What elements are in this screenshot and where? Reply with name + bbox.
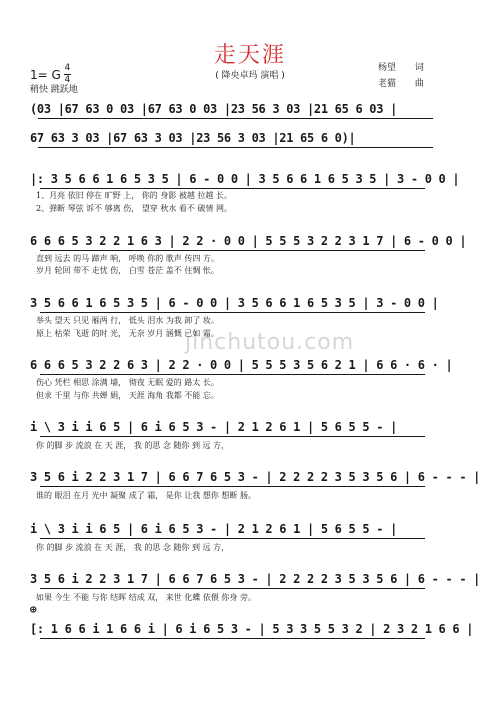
beam-line (40, 250, 425, 251)
notation-row: [: 1 6 6 i 1 6 6 i | 6 i 6 5 3 - | 5 3 3 5 5 3 2 | 2 3 2 1 6 6 | (30, 622, 474, 636)
beam-line (40, 486, 425, 487)
tempo-marking: 稍快 跳跃地 (30, 85, 78, 95)
time-sig-top: 4 (64, 63, 71, 73)
lyric-line: 但求 千里 与你 共婵 娟， 天涯 海角 我都 不能 忘。 (36, 391, 219, 400)
coda-sign: ⊕ (30, 603, 37, 616)
notation-row: 6 6 6 5 3 2 2 6 3 | 2 2 · 0 0 | 5 5 5 3 5 6 2 1 | 6 6 · 6 · | (30, 358, 453, 372)
lyric-line: 2、弹断 琴弦 诉不 够离 伤， 望穿 秋水 看不 破情 网。 (36, 204, 232, 213)
lyric-line: 你 的脚 步 流浪 在 天 涯， 我 的思 念 随你 到 远 方， (36, 543, 230, 552)
lyricist-role: 词 (414, 63, 424, 73)
notation-row: |: 3 5 6 6 1 6 5 3 5 | 6 - 0 0 | 3 5 6 6 1 6 5 3 5 | 3 - 0 0 | (30, 172, 460, 186)
singer-credit: ( 降央卓玛 演唱 ) (215, 71, 285, 81)
notation-row: i \ 3 i i 6 5 | 6 i 6 5 3 - | 2 1 2 6 1 | 5 6 5 5 - | (30, 522, 398, 536)
key-label: 1= G (30, 67, 61, 82)
beam-line (40, 312, 425, 313)
lyric-line: 谁的 眼泪 在月 光中 凝聚 成了 霜， 是你 让我 想你 想断 肠。 (36, 491, 256, 500)
composer-role: 曲 (414, 79, 424, 89)
notation-row: 6 6 6 5 3 2 2 1 6 3 | 2 2 · 0 0 | 5 5 5 3 2 2 3 1 7 | 6 - 0 0 | (30, 234, 467, 248)
notation-row: 3 5 6 i 2 2 3 1 7 | 6 6 7 6 5 3 - | 2 2 2 2 3 5 3 5 6 | 6 - - - | (30, 470, 481, 484)
notation-row: (03 |67 63 0 03 |67 63 0 03 |23 56 3 03 |21 65 6 03 | (30, 102, 398, 116)
lyric-line: 你 的脚 步 流浪 在 天 涯， 我 的思 念 随你 到 远 方， (36, 441, 230, 450)
beam-line (40, 374, 425, 375)
beam-line (40, 188, 425, 189)
lyric-line: 1、月亮 依旧 停在 旷野 上， 你的 身影 被越 拉越 长。 (36, 191, 232, 200)
song-title: 走天涯 (213, 43, 286, 68)
lyric-line: 伤心 凭栏 相思 涂满 墙， 彻夜 无眠 爱的 路太 长。 (36, 378, 219, 387)
notation-row: 3 5 6 i 2 2 3 1 7 | 6 6 7 6 5 3 - | 2 2 2 2 3 5 3 5 6 | 6 - - - | (30, 572, 481, 586)
lyric-line: 如果 今生 不能 与你 结晖 结成 双， 来世 化蝶 依偎 你身 旁。 (36, 593, 256, 602)
notation-row: i \ 3 i i 6 5 | 6 i 6 5 3 - | 2 1 2 6 1 | 5 6 5 5 - | (30, 420, 398, 434)
lyric-line: 原上 枯荣 飞逝 的时 光， 无奈 岁月 涵慨 已如 霜。 (36, 329, 219, 338)
lyric-line: 岁月 轮回 带不 走忧 伤， 白雪 苍茫 盖不 住惆 怅。 (36, 266, 219, 275)
beam-line (40, 436, 425, 437)
lyricist-name: 杨望 (378, 63, 397, 73)
beam-line (40, 538, 425, 539)
composer-name: 老猫 (378, 79, 397, 89)
beam-line (38, 118, 433, 119)
beam-line (40, 588, 425, 589)
lyric-line: 直到 远去 的马 蹄声 响， 呼唤 你的 歌声 传四 方。 (36, 254, 219, 263)
composer-credit (378, 76, 449, 89)
beam-line (40, 638, 425, 639)
beam-line (38, 147, 433, 148)
lyric-line: 举头 望天 只见 雁两 行， 低头 泪水 为我 卸了 妆。 (36, 316, 219, 325)
notation-row: 3 5 6 6 1 6 5 3 5 | 6 - 0 0 | 3 5 6 6 1 6 5 3 5 | 3 - 0 0 | (30, 296, 439, 310)
lyricist-credit (378, 60, 449, 73)
watermark: jinchutou.com (185, 330, 355, 355)
time-sig-bottom: 4 (64, 75, 71, 85)
notation-row: 67 63 3 03 |67 63 3 03 |23 56 3 03 |21 65 6 0)| (30, 131, 356, 145)
